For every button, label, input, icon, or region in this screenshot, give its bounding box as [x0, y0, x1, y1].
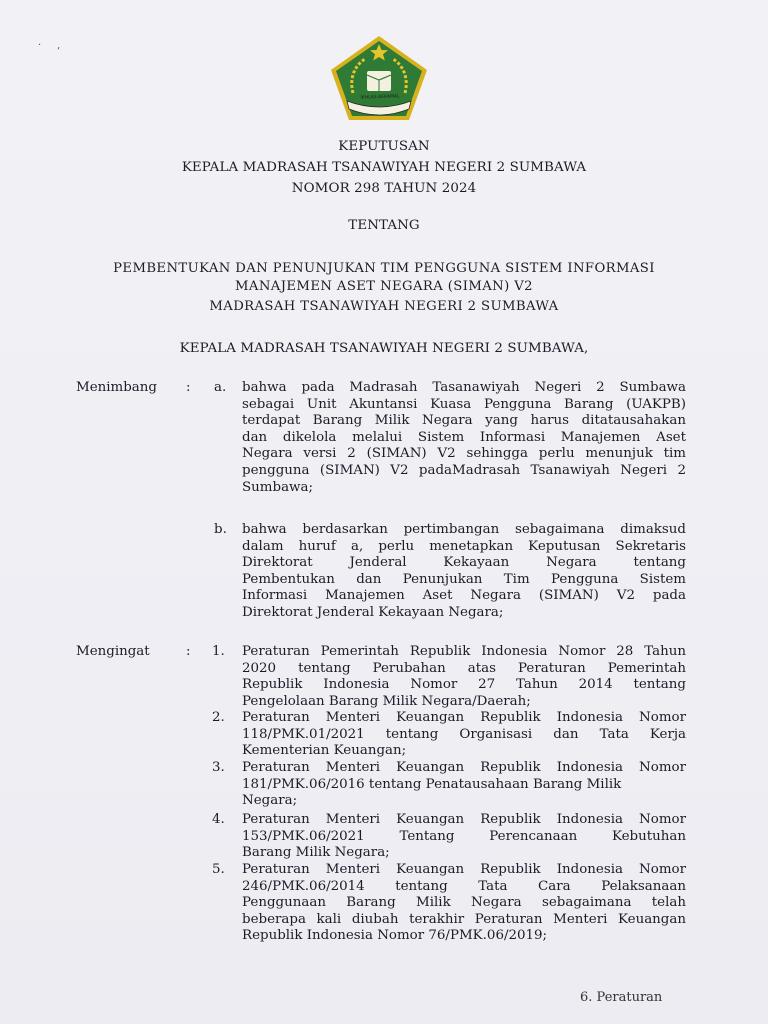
regulation-5	[242, 862, 686, 945]
text-line: Peraturan Menteri Keuangan Republik Indonesia Nomor	[242, 710, 686, 725]
text-line: Republik Indonesia Nomor 27 Tahun 2014 tentang	[242, 677, 686, 693]
text-line: 153/PMK.06/2021 Tentang Perencanaan Kebutuhan	[242, 828, 686, 844]
text-line: 246/PMK.06/2014 tentang Tata Cara Pelaksanaan	[242, 878, 686, 894]
section-colon: :	[186, 644, 191, 659]
consideration-a	[242, 380, 686, 496]
text-line: 2020 tentang Perubahan atas Peraturan Pemerintah	[242, 660, 686, 676]
text-line: 118/PMK.01/2021 tentang Organisasi dan Tata Kerja	[242, 726, 686, 742]
text-line: dalam huruf a, perlu menetapkan Keputusan Sekretaris	[242, 538, 686, 554]
regulation-4	[242, 812, 686, 862]
scan-mark: · ,	[38, 40, 61, 51]
regulation-1	[242, 644, 686, 710]
text-line: Penggunaan Barang Milik Negara sebagaimana telah	[242, 895, 686, 911]
text-line: Pembentukan dan Penunjukan Tim Pengguna Sistem	[242, 571, 686, 587]
section-label-menimbang: Menimbang	[76, 380, 157, 395]
regulation-2	[242, 710, 686, 760]
subject-line-2: MANAJEMEN ASET NEGARA (SIMAN) V2	[235, 279, 533, 294]
item-marker: 1.	[212, 644, 225, 659]
item-marker: 5.	[212, 862, 225, 877]
text-line: Sumbawa;	[242, 479, 314, 495]
text-line: Direktorat Jenderal Kekayaan Negara;	[242, 604, 504, 620]
subject-line-1: PEMBENTUKAN DAN PENUNJUKAN TIM PENGGUNA SISTEM INFORMASI	[113, 261, 655, 276]
next-page-hint: 6. Peraturan	[580, 990, 663, 1005]
text-line: 181/PMK.06/2016 tentang Penatausahaan Barang Milik	[242, 776, 622, 792]
text-line: Direktorat Jenderal Kekayaan Negara tentang	[242, 555, 686, 571]
document-type: KEPUTUSAN	[338, 139, 430, 154]
consideration-b	[242, 522, 686, 622]
text-line: Republik Indonesia Nomor 76/PMK.06/2019;	[242, 928, 548, 944]
subject-line-3: MADRASAH TSANAWIYAH NEGERI 2 SUMBAWA	[209, 299, 559, 314]
text-line: bahwa pada Madrasah Tasanawiyah Negeri 2 Sumbawa	[242, 380, 686, 395]
text-line: Negara versi 2 (SIMAN) V2 sehingga perlu menunjuk tim	[242, 446, 686, 462]
text-line: dan dikelola melalui Sistem Informasi Manajemen Aset	[242, 429, 686, 445]
text-line: bahwa berdasarkan pertimbangan sebagaimana dimaksud	[242, 522, 686, 537]
text-line: Kementerian Keuangan;	[242, 743, 407, 759]
item-marker: b.	[214, 522, 227, 537]
item-marker: a.	[214, 380, 227, 395]
section-label-mengingat: Mengingat	[76, 644, 150, 659]
official-title: KEPALA MADRASAH TSANAWIYAH NEGERI 2 SUMBAWA,	[179, 341, 589, 356]
issuer-title: KEPALA MADRASAH TSANAWIYAH NEGERI 2 SUMBAWA	[181, 160, 587, 175]
logo-motto: IKHLAS BERAMAL	[360, 94, 400, 101]
text-line: Peraturan Menteri Keuangan Republik Indonesia Nomor	[242, 862, 686, 877]
regulation-3	[242, 760, 686, 810]
text-line: sebagai Unit Akuntansi Kuasa Pengguna Barang (UAKPB)	[242, 396, 686, 412]
text-line: Peraturan Menteri Keuangan Republik Indonesia Nomor	[242, 760, 686, 775]
item-marker: 4.	[212, 812, 225, 827]
text-line: Peraturan Menteri Keuangan Republik Indonesia Nomor	[242, 812, 686, 827]
text-line: Peraturan Pemerintah Republik Indonesia Nomor 28 Tahun	[242, 644, 686, 659]
text-line: terdapat Barang Milik Negara yang harus ditatausahakan	[242, 413, 686, 429]
text-line: Informasi Manajemen Aset Negara (SIMAN) V2 pada	[242, 588, 686, 604]
decree-number: NOMOR 298 TAHUN 2024	[291, 181, 477, 196]
text-line: Pengelolaan Barang Milik Negara/Daerah;	[242, 693, 531, 709]
item-marker: 3.	[212, 760, 225, 775]
about-heading: TENTANG	[348, 218, 420, 233]
text-line: Negara;	[242, 793, 298, 809]
kementerian-agama-emblem-icon	[327, 33, 431, 123]
text-line: Barang Milik Negara;	[242, 845, 390, 861]
section-colon: :	[186, 380, 191, 395]
item-marker: 2.	[212, 710, 225, 725]
text-line: beberapa kali diubah terakhir Peraturan Menteri Keuangan	[242, 911, 686, 927]
text-line: pengguna (SIMAN) V2 padaMadrasah Tsanawiyah Negeri 2	[242, 462, 686, 478]
